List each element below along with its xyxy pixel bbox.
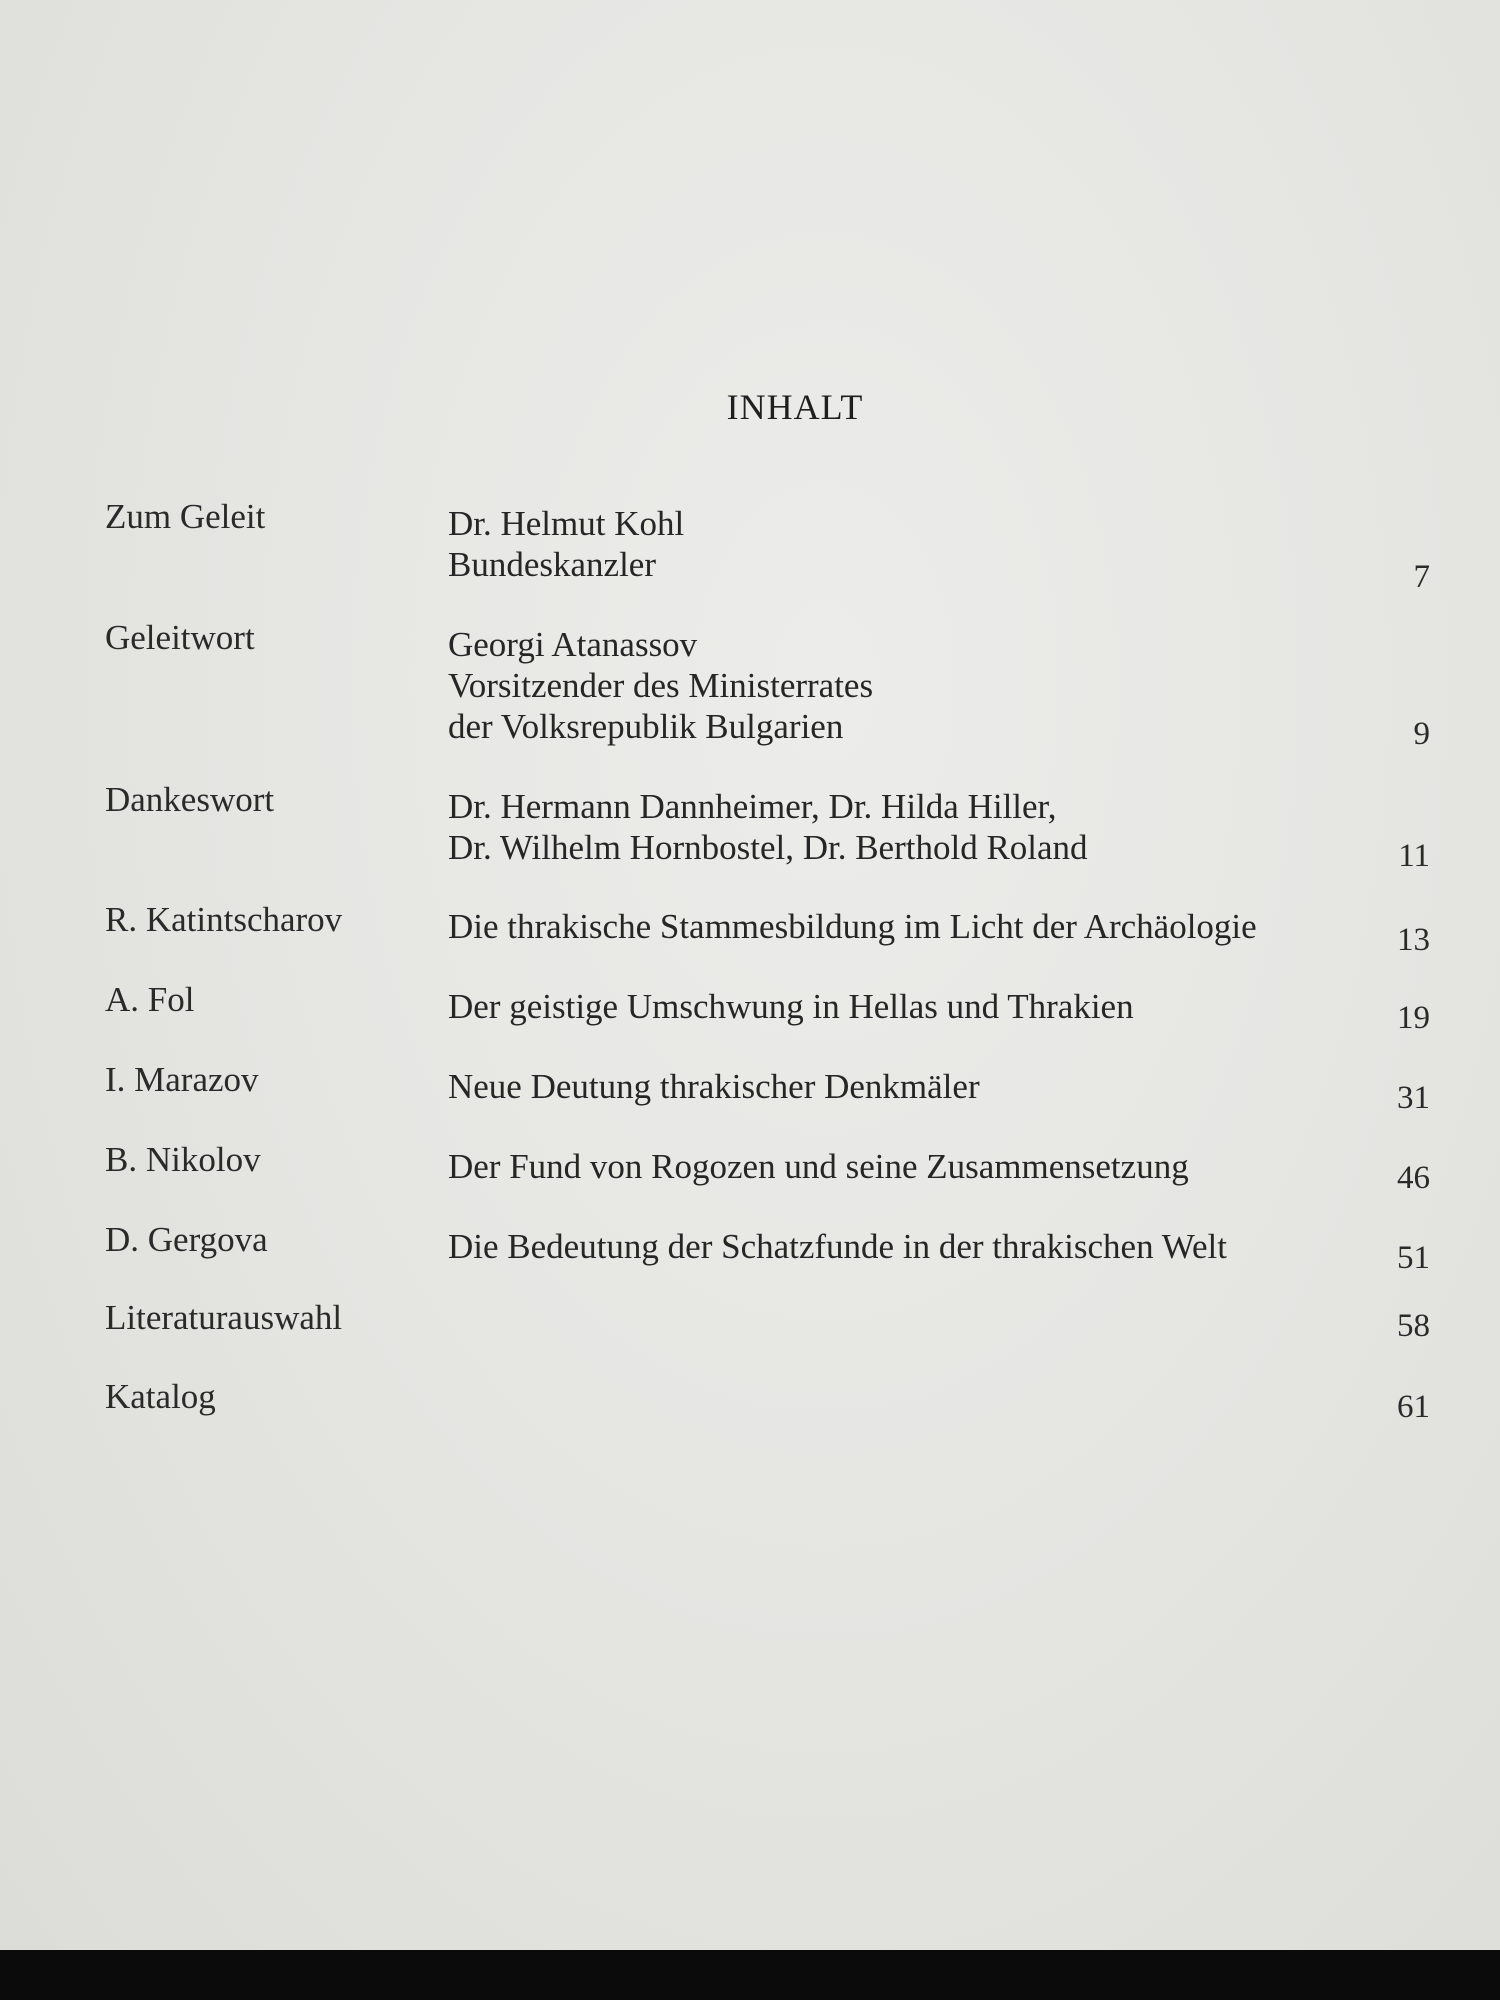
entry-author: B. Nikolov <box>105 1140 261 1179</box>
entry-description-line: Die thrakische Stammesbildung im Licht der Archäologie <box>448 907 1257 946</box>
entry-author: Literaturauswahl <box>105 1298 343 1337</box>
entry-page-number: 61 <box>1397 1389 1430 1425</box>
page-title: INHALT <box>726 387 864 427</box>
entry-page-number: 13 <box>1397 922 1430 958</box>
entry-page-number: 9 <box>1413 716 1430 752</box>
entry-author: I. Marazov <box>105 1060 259 1099</box>
entry-description-line: Vorsitzender des Ministerrates <box>448 666 874 705</box>
entry-description <box>448 906 1257 947</box>
entry-description <box>448 1066 980 1107</box>
entry-page-number: 58 <box>1397 1308 1430 1344</box>
entry-description-line: Der geistige Umschwung in Hellas und Thrakien <box>448 987 1134 1026</box>
entry-page-number: 19 <box>1397 1000 1430 1036</box>
entry-author: Katalog <box>105 1377 216 1416</box>
entry-description <box>448 624 873 747</box>
entry-author: R. Katintscharov <box>105 900 343 939</box>
entry-page-number: 51 <box>1397 1240 1430 1276</box>
entry-description-line: Georgi Atanassov <box>448 625 698 664</box>
entry-description-line: Die Bedeutung der Schatzfunde in der thrakischen Welt <box>448 1227 1227 1266</box>
entry-description <box>448 503 684 585</box>
entry-page-number: 7 <box>1413 559 1430 595</box>
entry-description <box>448 786 1088 868</box>
entry-author: Geleitwort <box>105 618 255 657</box>
entry-description <box>448 986 1134 1027</box>
entry-description <box>448 1146 1189 1187</box>
entry-description-line: der Volksrepublik Bulgarien <box>448 707 844 746</box>
entry-description-line: Dr. Wilhelm Hornbostel, Dr. Berthold Roland <box>448 828 1088 867</box>
entry-author: D. Gergova <box>105 1220 268 1259</box>
entry-description-line: Der Fund von Rogozen und seine Zusammensetzung <box>448 1147 1189 1186</box>
entry-description-line: Bundeskanzler <box>448 545 656 584</box>
entry-description-line: Dr. Hermann Dannheimer, Dr. Hilda Hiller, <box>448 787 1057 826</box>
entry-page-number: 31 <box>1397 1080 1430 1116</box>
table-surface <box>0 1950 1500 2000</box>
entry-author: Dankeswort <box>105 780 275 819</box>
entry-description-line: Neue Deutung thrakischer Denkmäler <box>448 1067 980 1106</box>
entry-page-number: 11 <box>1398 838 1430 874</box>
entry-description <box>448 1226 1227 1267</box>
entry-description-line: Dr. Helmut Kohl <box>448 504 685 543</box>
entry-author: A. Fol <box>105 980 195 1019</box>
entry-author: Zum Geleit <box>105 497 266 536</box>
entry-page-number: 46 <box>1397 1160 1430 1196</box>
